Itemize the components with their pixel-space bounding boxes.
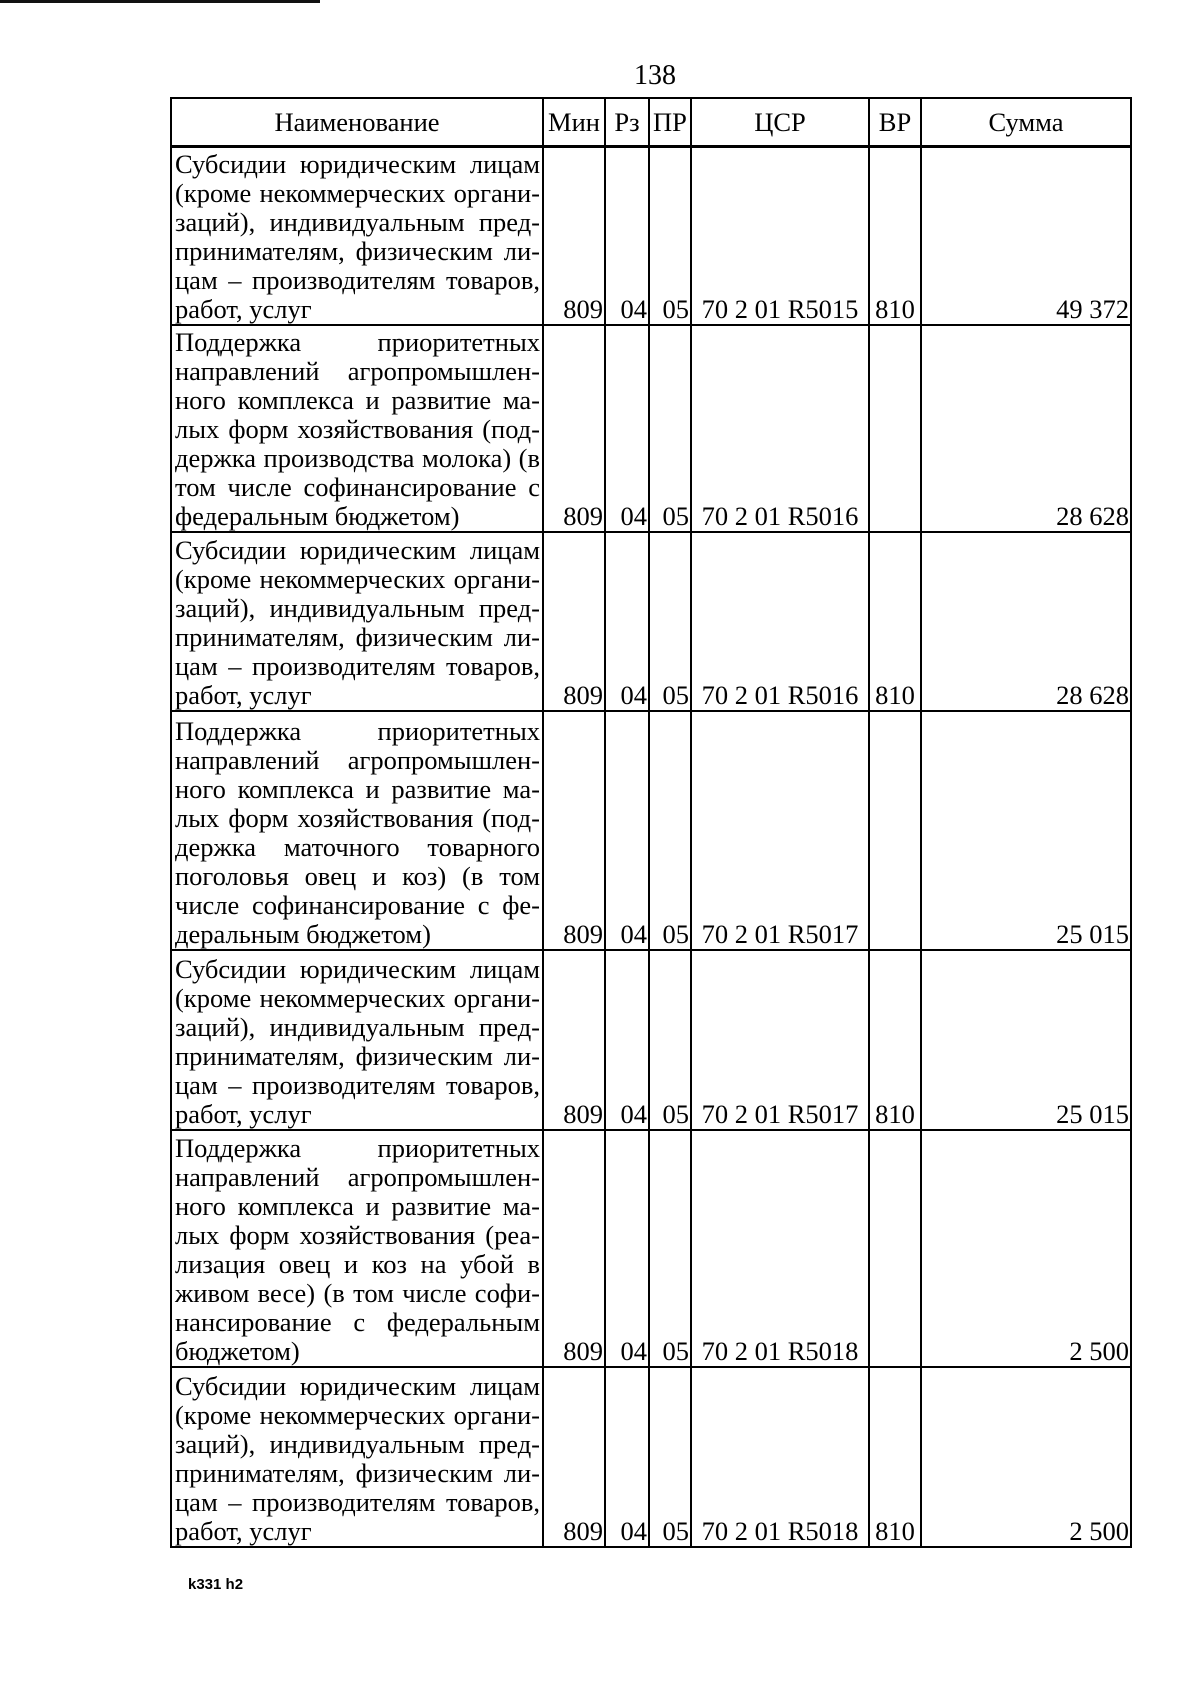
row-csr: 70 2 01 R5017 <box>691 711 869 950</box>
row-vr <box>869 711 921 950</box>
row-vr: 810 <box>869 950 921 1130</box>
row-pr: 05 <box>649 147 691 326</box>
row-sum: 2 500 <box>921 1130 1131 1367</box>
row-vr: 810 <box>869 532 921 711</box>
table-row <box>171 532 1131 711</box>
header-pr: ПР <box>649 98 691 147</box>
row-min: 809 <box>543 1130 605 1367</box>
row-min: 809 <box>543 950 605 1130</box>
header-min: Мин <box>543 98 605 147</box>
table-row <box>171 711 1131 950</box>
row-rz: 04 <box>605 950 649 1130</box>
row-name: Субсидии юридическим лицам (кроме некоммерческих органи-заций), индивидуальным пред-принимателям, физическим ли-цам – производителям товаров, работ, услуг <box>171 147 543 326</box>
row-sum: 28 628 <box>921 532 1131 711</box>
row-name: Поддержка приоритетных направлений агропромышлен-ного комплекса и развитие ма-лых форм хозяйствования (реа-лизация овец и коз на убой в живом весе) (в том числе софи-нансирование с федеральным бюджетом) <box>171 1130 543 1367</box>
row-sum: 28 628 <box>921 325 1131 532</box>
row-sum: 49 372 <box>921 147 1131 326</box>
row-min: 809 <box>543 1367 605 1547</box>
row-pr: 05 <box>649 1130 691 1367</box>
header-name: Наименование <box>171 98 543 147</box>
row-csr: 70 2 01 R5016 <box>691 325 869 532</box>
header-csr: ЦСР <box>691 98 869 147</box>
row-vr: 810 <box>869 147 921 326</box>
row-name: Поддержка приоритетных направлений агропромышлен-ного комплекса и развитие ма-лых форм хозяйствования (под-держка производства молока) (в том числе софинансирование с федеральным бюджетом) <box>171 325 543 532</box>
row-rz: 04 <box>605 325 649 532</box>
row-csr: 70 2 01 R5016 <box>691 532 869 711</box>
row-pr: 05 <box>649 532 691 711</box>
table-header-row <box>171 98 1131 147</box>
row-vr <box>869 325 921 532</box>
scan-edge-mark <box>0 0 320 3</box>
table-row <box>171 147 1131 326</box>
table-row <box>171 1367 1131 1547</box>
row-pr: 05 <box>649 325 691 532</box>
row-csr: 70 2 01 R5018 <box>691 1367 869 1547</box>
table-body <box>171 147 1131 1548</box>
row-pr: 05 <box>649 711 691 950</box>
row-pr: 05 <box>649 1367 691 1547</box>
row-min: 809 <box>543 532 605 711</box>
row-csr: 70 2 01 R5017 <box>691 950 869 1130</box>
header-rz: Рз <box>605 98 649 147</box>
header-sum: Сумма <box>921 98 1131 147</box>
row-rz: 04 <box>605 1367 649 1547</box>
row-min: 809 <box>543 711 605 950</box>
row-sum: 25 015 <box>921 950 1131 1130</box>
row-vr <box>869 1130 921 1367</box>
row-vr: 810 <box>869 1367 921 1547</box>
table-row <box>171 325 1131 532</box>
row-min: 809 <box>543 147 605 326</box>
row-rz: 04 <box>605 711 649 950</box>
row-sum: 25 015 <box>921 711 1131 950</box>
row-min: 809 <box>543 325 605 532</box>
row-csr: 70 2 01 R5015 <box>691 147 869 326</box>
footer-document-code: k331 h2 <box>188 1576 244 1593</box>
row-sum: 2 500 <box>921 1367 1131 1547</box>
table-row <box>171 950 1131 1130</box>
page-number: 138 <box>634 60 676 91</box>
row-csr: 70 2 01 R5018 <box>691 1130 869 1367</box>
row-pr: 05 <box>649 950 691 1130</box>
row-name: Субсидии юридическим лицам (кроме некоммерческих органи-заций), индивидуальным пред-принимателям, физическим ли-цам – производителям товаров, работ, услуг <box>171 532 543 711</box>
row-rz: 04 <box>605 1130 649 1367</box>
row-name: Субсидии юридическим лицам (кроме некоммерческих органи-заций), индивидуальным пред-принимателям, физическим ли-цам – производителям товаров, работ, услуг <box>171 1367 543 1547</box>
row-rz: 04 <box>605 532 649 711</box>
row-rz: 04 <box>605 147 649 326</box>
header-vr: ВР <box>869 98 921 147</box>
row-name: Поддержка приоритетных направлений агропромышлен-ного комплекса и развитие ма-лых форм хозяйствования (под-держка маточного товарного поголовья овец и коз) (в том числе софинансирование с фе-деральным бюджетом) <box>171 711 543 950</box>
row-name: Субсидии юридическим лицам (кроме некоммерческих органи-заций), индивидуальным пред-принимателям, физическим ли-цам – производителям товаров, работ, услуг <box>171 950 543 1130</box>
budget-table <box>170 97 1132 1548</box>
table-row <box>171 1130 1131 1367</box>
